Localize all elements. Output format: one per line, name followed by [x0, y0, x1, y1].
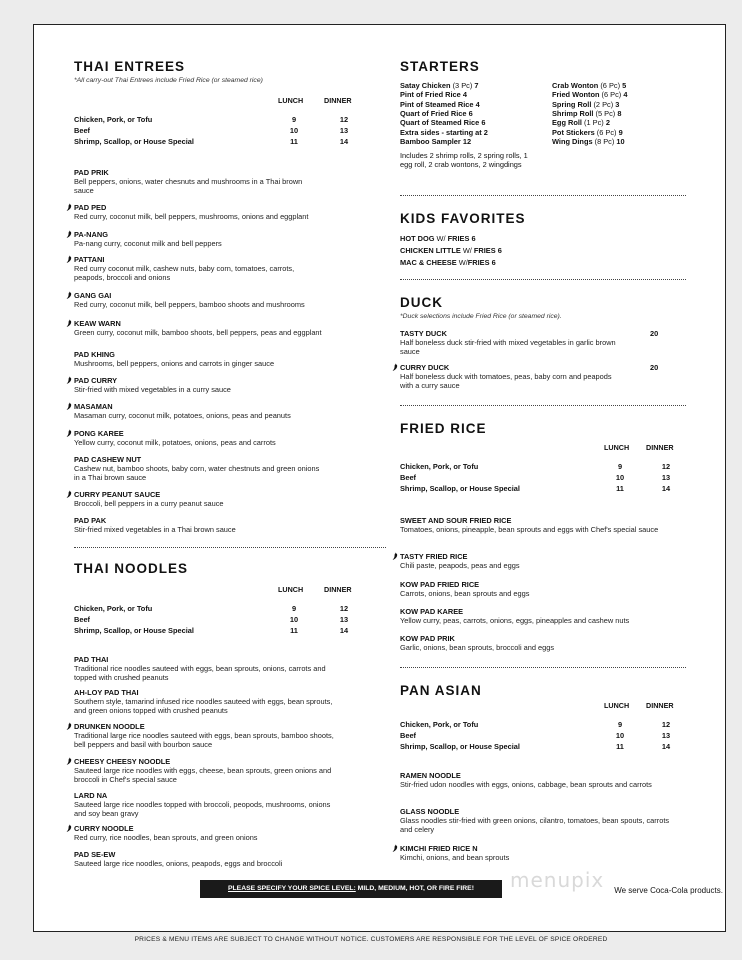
menu-item-name: KOW PAD FRIED RICE [400, 580, 480, 589]
menu-item-description: Sauteed large rice noodles, onions, peapods, eggs and broccoli [74, 859, 283, 868]
dinner-price: 14 [661, 742, 671, 751]
spice-level-options: MILD, MEDIUM, HOT, OR FIRE FIRE! [355, 885, 474, 892]
dinner-price: 14 [339, 137, 349, 146]
menu-item-name: MASAMAN [74, 402, 113, 411]
chili-pepper-icon [66, 230, 72, 238]
menu-item-description: Bell peppers, onions, water chesnuts and mushrooms in a Thai brown sauce [74, 177, 303, 195]
starter-item [400, 128, 488, 137]
menu-item-name: PAD PED [74, 203, 107, 212]
starter-price: 4 [462, 90, 467, 100]
dinner-header: DINNER [646, 701, 674, 710]
thai-noodles-title: THAI NOODLES [74, 561, 189, 576]
fried-rice-title: FRIED RICE [400, 421, 487, 436]
menu-item [74, 722, 344, 749]
menu-item [400, 607, 670, 625]
kids-item-price: 6 [489, 258, 496, 267]
price-row-label: Shrimp, Scallop, or House Special [400, 742, 520, 751]
price-row-label: Shrimp, Scallop, or House Special [74, 137, 194, 146]
chili-pepper-icon [66, 757, 72, 765]
lunch-price: 10 [289, 615, 299, 624]
starter-item [552, 81, 626, 90]
menu-item-name: PAD THAI [74, 655, 109, 664]
duck-title: DUCK [400, 295, 443, 310]
menu-item-description: Broccoli, bell peppers in a curry peanut sauce [74, 499, 224, 508]
menu-item-description: Traditional rice noodles sauteed with eggs, bean sprouts, onions, carrots and topped with crushed peanuts [74, 664, 326, 682]
price-row-label: Beef [400, 473, 417, 482]
starter-item [552, 109, 621, 118]
lunch-price: 9 [617, 720, 623, 729]
menu-item-name: SWEET AND SOUR FRIED RICE [400, 516, 512, 525]
starter-price: 7 [474, 81, 479, 90]
starter-price: 4 [475, 99, 480, 109]
menu-item-description: Mushrooms, bell peppers, onions and carrots in ginger sauce [74, 359, 275, 368]
menu-item [74, 230, 324, 248]
menu-item-description: Chili paste, peapods, peas and eggs [400, 561, 520, 570]
duck-note: *Duck selections include Fried Rice (or steamed rice). [400, 313, 562, 320]
chili-pepper-icon [66, 722, 72, 730]
price-row-label: Shrimp, Scallop, or House Special [74, 626, 194, 635]
starter-item [400, 90, 467, 99]
dinner-header: DINNER [324, 585, 352, 594]
starter-item [400, 81, 478, 90]
menu-item [400, 580, 670, 598]
menu-item [400, 771, 670, 789]
lunch-header: LUNCH [278, 585, 304, 594]
chili-pepper-icon [66, 203, 72, 211]
lunch-header: LUNCH [604, 701, 630, 710]
menu-item-description: Sauteed large rice noodles topped with broccoli, peopods, mushrooms, onions and soy bean gravy [74, 800, 331, 818]
kids-item-name: MAC & CHEESE [400, 258, 457, 267]
lunch-price: 9 [291, 604, 297, 613]
starter-price: 10 [616, 136, 625, 146]
starter-name: Pot Stickers [552, 127, 595, 137]
menu-item-description: Sauteed large rice noodles with eggs, cheese, bean sprouts, green onions and broccoli in Chef's special sauce [74, 766, 332, 784]
menu-item [74, 376, 324, 394]
starter-name: Satay Chicken [400, 81, 451, 90]
menu-item [400, 329, 620, 356]
kids-item-side: FRIES [467, 258, 490, 267]
starter-price: 6 [481, 118, 486, 128]
starter-name: Pint of Steamed Rice [400, 99, 474, 109]
kids-item-price: 6 [495, 246, 502, 255]
menu-item-description: Masaman curry, coconut milk, potatoes, onions, peas and peanuts [74, 411, 291, 420]
starter-name: Egg Roll [552, 118, 582, 128]
menu-item-name: CHEESY CHEESY NOODLE [74, 757, 171, 766]
menu-item-description: Garlic, onions, bean sprouts, broccoli and eggs [400, 643, 555, 652]
starter-item [400, 118, 485, 127]
chili-pepper-icon [392, 844, 398, 852]
spice-level-label: PLEASE SPECIFY YOUR SPICE LEVEL: [228, 885, 356, 892]
menu-item-name: PAD SE-EW [74, 850, 116, 859]
menu-item-name: TASTY FRIED RICE [400, 552, 468, 561]
starter-quantity: (6 Pc) [598, 81, 623, 90]
menu-item-price: 20 [650, 329, 659, 338]
divider [400, 405, 686, 406]
starter-item [552, 118, 610, 127]
kids-item [400, 234, 476, 243]
menu-item-name: PAD KHING [74, 350, 115, 359]
divider [400, 279, 686, 280]
divider [74, 547, 386, 548]
dinner-price: 13 [661, 473, 671, 482]
menu-item-description: Glass noodles stir-fried with green onions, cilantro, tomatoes, bean spouts, carrots and celery [400, 816, 670, 834]
coca-cola-note: We serve Coca-Cola products. [614, 886, 723, 895]
kids-item-side: FRIES [473, 246, 496, 255]
chili-pepper-icon [66, 376, 72, 384]
menu-item-description: Traditional large rice noodles sauteed with eggs, bean sprouts, bamboo shoots, bell peppers and basil with bourbon sauce [74, 731, 334, 749]
menu-item [74, 791, 344, 818]
menu-item [74, 516, 324, 534]
kids-item-name: HOT DOG [400, 234, 435, 243]
starter-name: Quart of Fried Rice [400, 108, 467, 118]
menu-item-description: Stir-fried with mixed vegetables in a curry sauce [74, 385, 231, 394]
dinner-price: 13 [661, 731, 671, 740]
menu-item-name: PONG KAREE [74, 429, 124, 438]
kids-item-with: W/ [434, 234, 448, 243]
dinner-price: 12 [339, 604, 349, 613]
menu-item-name: KOW PAD PRIK [400, 634, 455, 643]
starters-title: STARTERS [400, 59, 480, 74]
starter-item [400, 100, 480, 109]
starter-item [552, 128, 623, 137]
divider [400, 667, 686, 668]
disclaimer: PRICES & MENU ITEMS ARE SUBJECT TO CHANGE WITHOUT NOTICE. CUSTOMERS ARE RESPONSIBLE FOR THE LEVEL OF SPICE ORDERED [134, 936, 608, 943]
menu-item-name: CURRY DUCK [400, 363, 450, 372]
menu-item [400, 552, 670, 570]
chili-pepper-icon [66, 255, 72, 263]
lunch-price: 11 [290, 626, 298, 635]
starter-item [400, 137, 471, 146]
lunch-price: 11 [616, 742, 624, 751]
menu-item-description: Green curry, coconut milk, bamboo shoots, bell peppers, peas and eggplant [74, 328, 322, 337]
menu-item [74, 255, 324, 282]
price-row-label: Beef [74, 615, 91, 624]
starter-name: Pint of Fried Rice [400, 90, 461, 100]
kids-item-side: FRIES [447, 234, 470, 243]
menu-item-description: Stir-fried mixed vegetables in a Thai brown sauce [74, 525, 236, 534]
menu-item [74, 655, 344, 682]
starter-quantity: (5 Pc) [593, 108, 618, 118]
starter-item [400, 109, 473, 118]
starter-quantity: (3 Pc) [450, 81, 475, 90]
price-row-label: Chicken, Pork, or Tofu [74, 115, 153, 124]
starter-quantity: (8 Pc) [592, 136, 617, 146]
menu-item-description: Half boneless duck with tomatoes, peas, baby corn and peapods with a curry sauce [400, 372, 612, 390]
menu-item-name: KIMCHI FRIED RICE N [400, 844, 478, 853]
menu-item [74, 824, 344, 842]
menu-item [74, 203, 324, 221]
menu-item [74, 429, 324, 447]
menu-item [400, 516, 670, 534]
menu-item-description: Yellow curry, coconut milk, potatoes, onions, peas and carrots [74, 438, 276, 447]
starter-name: Spring Roll [552, 99, 592, 109]
price-row-label: Chicken, Pork, or Tofu [400, 462, 479, 471]
price-row-label: Beef [74, 126, 91, 135]
menu-item-description: Yellow curry, peas, carrots, onions, eggs, pineapples and cashew nuts [400, 616, 630, 625]
dinner-price: 14 [661, 484, 671, 493]
starter-quantity: (2 Pc) [591, 99, 616, 109]
menu-item [400, 807, 670, 834]
menu-item-description: Southern style, tamarind infused rice noodles sauteed with eggs, bean sprouts, and green onions topped with crushed peanuts [74, 697, 333, 715]
starter-price: 6 [468, 108, 473, 118]
kids-item [400, 246, 502, 255]
chili-pepper-icon [66, 490, 72, 498]
starter-name: Bamboo Sampler [400, 136, 461, 146]
lunch-price: 11 [616, 484, 624, 493]
starter-quantity: (1 Pc) [581, 118, 606, 128]
thai-entrees-title: THAI ENTREES [74, 59, 186, 74]
starter-price: 2 [483, 127, 488, 137]
menu-item-name: AH-LOY PAD THAI [74, 688, 139, 697]
menu-item-description: Kimchi, onions, and bean sprouts [400, 853, 510, 862]
menu-item-description: Red curry, coconut milk, bell peppers, bamboo shoots and mushrooms [74, 300, 305, 309]
chili-pepper-icon [392, 552, 398, 560]
menu-item-name: GLASS NOODLE [400, 807, 460, 816]
menu-item-description: Pa-nang curry, coconut milk and bell peppers [74, 239, 222, 248]
menu-item [74, 291, 324, 309]
lunch-price: 9 [291, 115, 297, 124]
menu-item-name: PAD PRIK [74, 168, 109, 177]
menu-item-name: KEAW WARN [74, 319, 121, 328]
menu-item-name: CURRY NOODLE [74, 824, 134, 833]
kids-item-name: CHICKEN LITTLE [400, 246, 461, 255]
chili-pepper-icon [66, 402, 72, 410]
starter-name: Shrimp Roll [552, 108, 594, 118]
starter-item [552, 90, 627, 99]
lunch-header: LUNCH [278, 96, 304, 105]
lunch-header: LUNCH [604, 443, 630, 452]
menu-item-name: TASTY DUCK [400, 329, 447, 338]
menu-item-description: Stir-fried udon noodles with eggs, onions, cabbage, bean sprouts and carrots [400, 780, 652, 789]
dinner-price: 12 [339, 115, 349, 124]
starter-name: Quart of Steamed Rice [400, 118, 480, 128]
starter-name: Extra sides - starting at [400, 127, 482, 137]
lunch-price: 10 [615, 731, 625, 740]
starter-price: 4 [623, 90, 628, 100]
lunch-price: 9 [617, 462, 623, 471]
starter-price: 12 [462, 136, 472, 146]
menu-item [74, 757, 344, 784]
chili-pepper-icon [66, 291, 72, 299]
kids-item-with: W/ [456, 258, 468, 267]
starter-item [552, 100, 619, 109]
menu-item-name: DRUNKEN NOODLE [74, 722, 145, 731]
dinner-price: 12 [661, 720, 671, 729]
menu-item-description: Red curry, rice noodles, bean sprouts, and green onions [74, 833, 258, 842]
pan-asian-title: PAN ASIAN [400, 683, 482, 698]
menu-item-name: PAD CURRY [74, 376, 118, 385]
dinner-price: 13 [339, 126, 349, 135]
menu-item-description: Red curry, coconut milk, bell peppers, mushrooms, onions and eggplant [74, 212, 309, 221]
starter-quantity: (6 Pc) [594, 127, 619, 137]
menu-item [74, 350, 324, 368]
menu-item [400, 634, 670, 652]
lunch-price: 10 [289, 126, 299, 135]
menu-item-description: Half boneless duck stir-fried with mixed vegetables in garlic brown sauce [400, 338, 616, 356]
dinner-header: DINNER [324, 96, 352, 105]
starter-name: Fried Wonton [552, 90, 600, 100]
thai-entrees-note: *All carry-out Thai Entrees include Fried Rice (or steamed rice) [74, 77, 263, 84]
price-row-label: Chicken, Pork, or Tofu [74, 604, 153, 613]
chili-pepper-icon [66, 824, 72, 832]
dinner-header: DINNER [646, 443, 674, 452]
menu-item [74, 455, 324, 482]
menu-item [400, 844, 670, 862]
menu-item-description: Cashew nut, bamboo shoots, baby corn, water chestnuts and green onions in a Thai brown sauce [74, 464, 320, 482]
menu-item-price: 20 [650, 363, 659, 372]
price-row-label: Shrimp, Scallop, or House Special [400, 484, 520, 493]
kids-item-with: W/ [460, 246, 474, 255]
chili-pepper-icon [392, 363, 398, 371]
menu-item-name: PAD CASHEW NUT [74, 455, 142, 464]
spice-level-banner [200, 880, 502, 898]
starter-price: 9 [618, 127, 623, 137]
menu-item [74, 850, 344, 868]
price-row-label: Chicken, Pork, or Tofu [400, 720, 479, 729]
dinner-price: 12 [661, 462, 671, 471]
starter-name: Wing Dings [552, 136, 593, 146]
starter-price: 2 [605, 118, 610, 128]
starter-item [552, 137, 625, 146]
menu-item-name: CURRY PEANUT SAUCE [74, 490, 161, 499]
kids-title: KIDS FAVORITES [400, 211, 526, 226]
menu-item [74, 168, 324, 195]
menu-item-description: Carrots, onions, bean sprouts and eggs [400, 589, 530, 598]
menu-item-name: RAMEN NOODLE [400, 771, 461, 780]
menu-item-name: PAD PAK [74, 516, 107, 525]
starter-price: 5 [622, 81, 627, 90]
kids-item-price: 6 [469, 234, 476, 243]
kids-item [400, 258, 496, 267]
menu-item-name: LARD NA [74, 791, 108, 800]
menu-page [33, 24, 726, 932]
starter-price: 3 [615, 99, 620, 109]
starter-quantity: (6 Pc) [599, 90, 624, 100]
lunch-price: 11 [290, 137, 298, 146]
dinner-price: 13 [339, 615, 349, 624]
starter-name: Crab Wonton [552, 81, 599, 90]
menu-item [400, 363, 620, 390]
menu-item-description: Tomatoes, onions, pineapple, bean sprouts and eggs with Chef's special sauce [400, 525, 659, 534]
dinner-price: 14 [339, 626, 349, 635]
menu-item-name: GANG GAI [74, 291, 112, 300]
lunch-price: 10 [615, 473, 625, 482]
sampler-description: Includes 2 shrimp rolls, 2 spring rolls, 1 egg roll, 2 crab wontons, 2 wingdings [400, 151, 528, 169]
menu-item [74, 402, 324, 420]
menu-item-description: Red curry coconut milk, cashew nuts, baby corn, tomatoes, carrots, peapods, broccoli and onions [74, 264, 295, 282]
price-row-label: Beef [400, 731, 417, 740]
menu-item-name: PA-NANG [74, 230, 108, 239]
menu-item [74, 490, 324, 508]
menu-item-name: PATTANI [74, 255, 105, 264]
menu-item [74, 319, 324, 337]
divider [400, 195, 686, 196]
menu-item [74, 688, 344, 715]
starter-price: 8 [617, 108, 622, 118]
chili-pepper-icon [66, 319, 72, 327]
chili-pepper-icon [66, 429, 72, 437]
watermark: menupix [510, 868, 605, 892]
menu-item-name: KOW PAD KAREE [400, 607, 464, 616]
